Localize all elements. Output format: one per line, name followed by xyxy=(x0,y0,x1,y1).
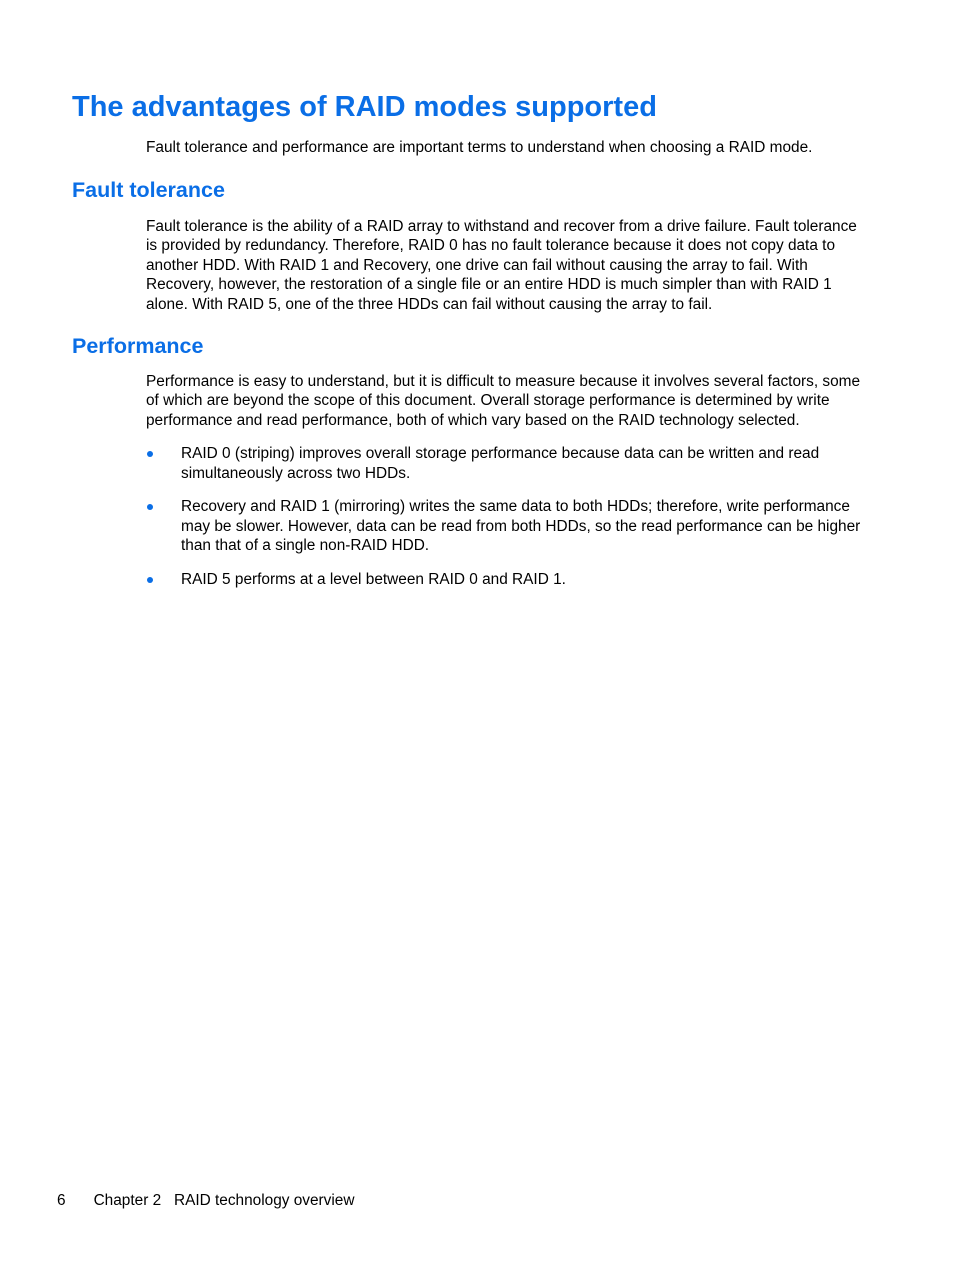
performance-heading: Performance xyxy=(72,334,204,358)
performance-paragraph: Performance is easy to understand, but it is difficult to measure because it involves several factors, some of which are beyond the scope of this document. Overall storage performance is determined by write performance and read performance, both of which vary based on the RAID technology selected. xyxy=(146,373,861,429)
fault-tolerance-paragraph: Fault tolerance is the ability of a RAID array to withstand and recover from a drive failure. Fault tolerance is provided by redundancy. Therefore, RAID 0 has no fault tolerance because it does not copy data to another HDD. With RAID 1 and Recovery, one drive can fail without causing the array to fail. With Recovery, however, the restoration of a single file or an entire HDD is much simpler than with RAID 1 alone. With RAID 5, one of the three HDDs can fail without causing the array to fail. xyxy=(146,218,857,313)
list-item xyxy=(146,570,868,590)
performance-bullet-list xyxy=(146,444,868,604)
list-item-text: RAID 0 (striping) improves overall storage performance because data can be written and read simultaneously across two HDDs. xyxy=(181,445,820,482)
page-number: 6 xyxy=(57,1192,66,1209)
chapter-title: Chapter 2 RAID technology overview xyxy=(93,1192,355,1209)
list-item xyxy=(146,497,868,556)
intro-paragraph: Fault tolerance and performance are important terms to understand when choosing a RAID mode. xyxy=(146,139,813,156)
list-item xyxy=(146,444,868,483)
page-footer xyxy=(57,1191,354,1211)
fault-tolerance-heading: Fault tolerance xyxy=(72,178,225,202)
bullet-icon xyxy=(147,504,153,510)
list-item-text: Recovery and RAID 1 (mirroring) writes the same data to both HDDs; therefore, write performance may be slower. However, data can be read from both HDDs, so the read performance can be higher than that of a single non-RAID HDD. xyxy=(181,498,861,555)
bullet-icon xyxy=(147,577,153,583)
bullet-icon xyxy=(147,451,153,457)
page-title: The advantages of RAID modes supported xyxy=(72,91,657,123)
list-item-text: RAID 5 performs at a level between RAID 0 and RAID 1. xyxy=(181,570,566,588)
